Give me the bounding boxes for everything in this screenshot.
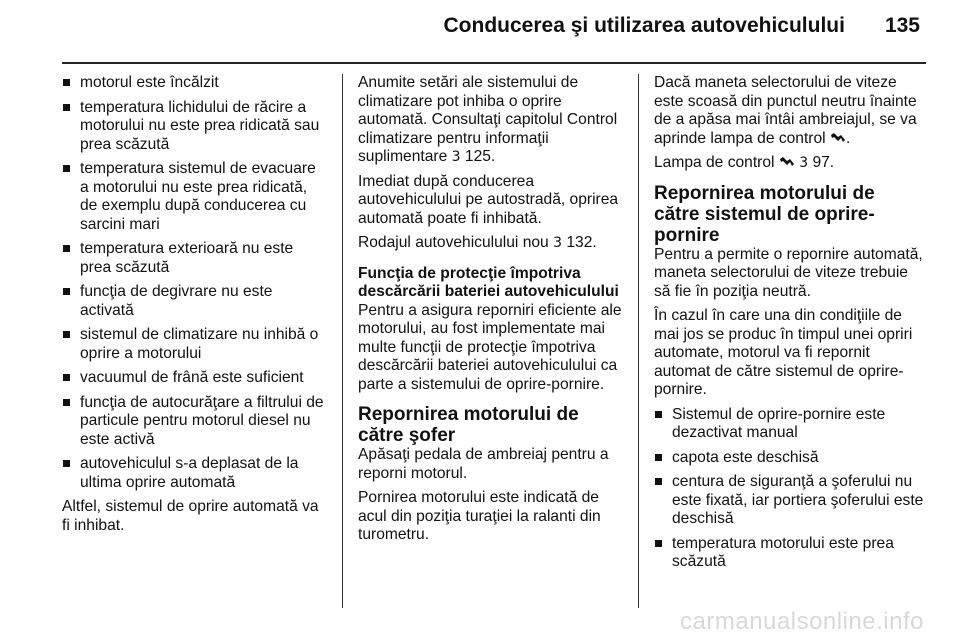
list-item: temperatura exterioară nu este prea scăzută [62, 240, 328, 277]
paragraph: În cazul în care una din condiţiile de mai jos se produc în timpul unei opriri automate, motorul va fi repornit automat de către sistemul de oprire-pornire. [654, 307, 913, 398]
list-item: Sistemul de oprire-pornire este dezactivat manual [654, 406, 924, 443]
column-divider-1 [342, 74, 343, 608]
list-item: centura de siguranţă a şoferului nu este fixată, iar portiera şoferului este deschisă [654, 473, 924, 529]
shift-lamp-icon [830, 132, 846, 144]
column-1 [62, 74, 328, 541]
square-bullet-icon [63, 79, 70, 86]
paragraph: Apăsaţi pedala de ambreiaj pentru a reporni motorul. [358, 446, 609, 482]
list-item: vacuumul de frână este suficient [62, 369, 328, 388]
watermark: carmanualsonline.info [680, 608, 924, 635]
list-item: temperatura lichidului de răcire a motorului nu este prea ridicată sau prea scăzută [62, 99, 328, 155]
square-bullet-icon [63, 460, 70, 467]
paragraph: Imediat după conducerea autovehiculului pe autostradă, oprirea automată poate fi inhibată. [358, 172, 619, 227]
column-divider-2 [638, 74, 639, 608]
square-bullet-icon [63, 165, 70, 172]
section-subheading: Funcţia de protecţie împotriva descărcării bateriei autovehiculului [358, 264, 619, 300]
column-3 [654, 74, 924, 578]
list-item: temperatura sistemul de evacuare a motorului nu este prea ridicată, de exemplu după conducerea cu sarcini mari [62, 160, 328, 234]
paragraph: Pornirea motorului este indicată de acul din poziţia turaţiei la ralanti din turometru. [358, 489, 601, 543]
list-item: sistemul de climatizare nu inhibă o oprire a motorului [62, 326, 328, 363]
list-item: capota este deschisă [654, 449, 924, 468]
list-item: motorul este încălzit [62, 74, 328, 93]
square-bullet-icon [655, 454, 662, 461]
square-bullet-icon [63, 374, 70, 381]
square-bullet-icon [655, 540, 662, 547]
list-item: autovehiculul s-a deplasat de la ultima oprire automată [62, 455, 328, 492]
paragraph: Dacă maneta selectorului de viteze este scoasă din punctul neutru înainte de a apăsa mai întâi ambreiajul, se va aprinde lampa de control . [654, 74, 917, 147]
page-header [444, 14, 920, 38]
header-rule [62, 62, 926, 64]
closing-paragraph: Altfel, sistemul de oprire automată va fi inhibat. [62, 498, 319, 534]
page-title: Conducerea şi utilizarea autovehiculului [443, 14, 845, 37]
square-bullet-icon [655, 411, 662, 418]
square-bullet-icon [63, 104, 70, 111]
paragraph: Pentru a permite o repornire automată, maneta selectorului de viteze trebuie să fie în poziţia neutră. [654, 245, 923, 300]
paragraph: Lampa de control 3 97. [654, 154, 835, 171]
page-reference-arrow-icon: 3 [799, 155, 809, 171]
square-bullet-icon [63, 399, 70, 406]
shift-lamp-icon [779, 156, 795, 168]
list-item: funcţia de autocurăţare a filtrului de particule pentru motorul diesel nu este activă [62, 394, 328, 450]
paragraph: Pentru a asigura reporniri eficiente ale motorului, au fost implementate mai multe funcţii de protecţie împotriva descărcării bateriei autovehiculului ca parte a sistemului de oprire-pornire. [358, 301, 622, 393]
square-bullet-icon [63, 331, 70, 338]
square-bullet-icon [655, 478, 662, 485]
square-bullet-icon [63, 245, 70, 252]
paragraph: Anumite setări ale sistemului de climatizare pot inhiba o oprire automată. Consultaţi capitolul Control climatizare pentru informaţii suplimentare 3 125. [358, 74, 618, 165]
page-reference-arrow-icon: 3 [553, 235, 562, 251]
paragraph: Rodajul autovehiculului nou 3 132. [358, 234, 597, 251]
page-reference-arrow-icon: 3 [451, 149, 461, 165]
list-item: funcţia de degivrare nu este activată [62, 283, 328, 320]
section-heading: Repornirea motorului de către şofer [358, 404, 579, 446]
section-heading: Repornirea motorului de către sistemul de oprire-pornire [654, 182, 875, 246]
column-2 [358, 74, 624, 551]
list-item: temperatura motorului este prea scăzută [654, 535, 924, 572]
page-number: 135 [884, 14, 920, 37]
square-bullet-icon [63, 288, 70, 295]
